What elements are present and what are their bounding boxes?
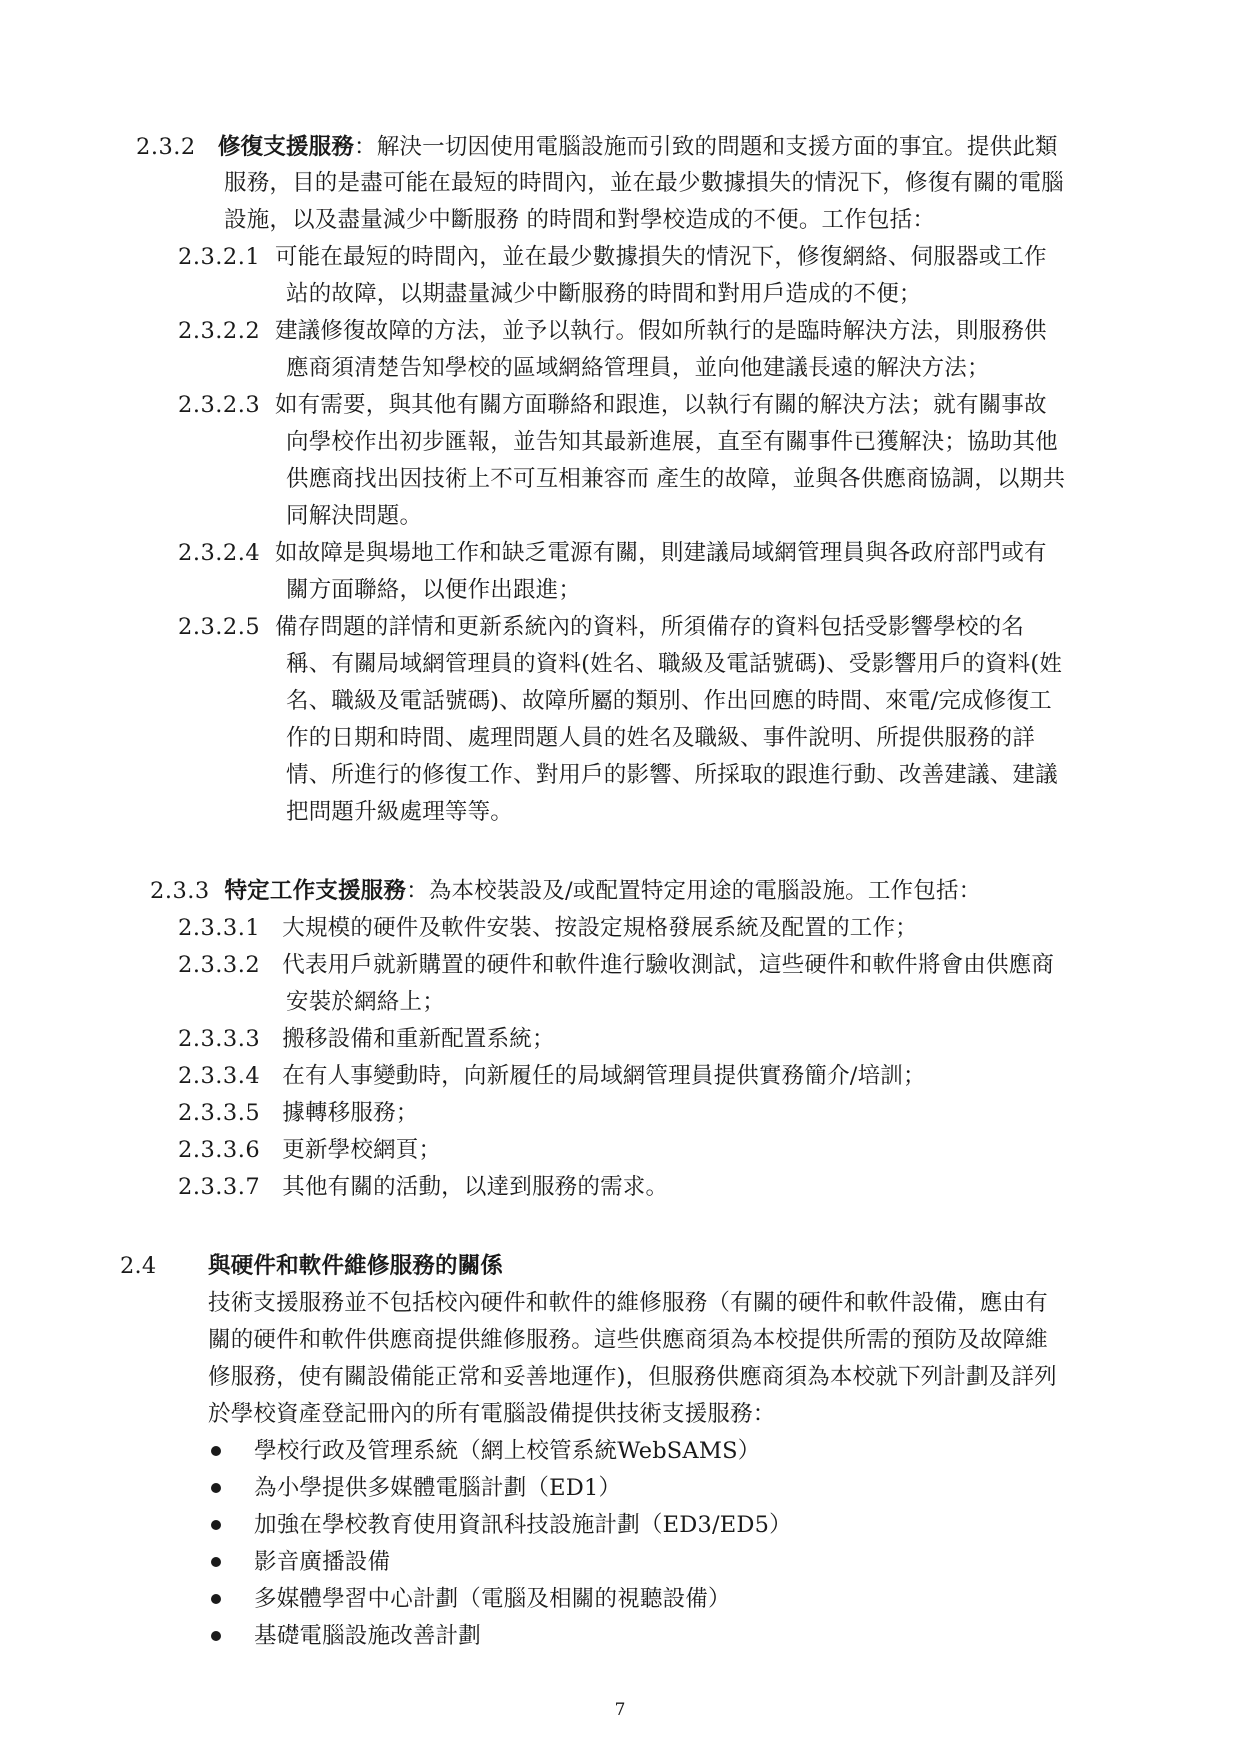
bullet-item: 多媒體學習中心計劃（電腦及相關的視聽設備）	[254, 1586, 731, 1612]
section-title: 特定工作支援服務	[224, 878, 407, 904]
item-text-line: 關方面聯絡，以便作出跟進；	[286, 577, 582, 603]
bullet-item: 基礎電腦設施改善計劃	[254, 1623, 482, 1649]
item-number: 2.3.3.5	[178, 1100, 261, 1126]
item-text-line: 作的日期和時間、處理問題人員的姓名及職級、事件說明、所提供服務的詳	[286, 725, 1036, 751]
section-title: 修復支援服務	[217, 134, 355, 160]
item-number: 2.3.3.1	[178, 915, 261, 941]
section-number: 2.3.2	[136, 134, 196, 160]
item-text: 如有需要，與其他有關方面聯絡和跟進，以執行有關的解決方法；就有關事故	[274, 392, 1047, 418]
subitem-2-3-2-4	[178, 542, 1047, 565]
item-text-line: 同解決問題。	[286, 503, 423, 529]
subitem-2-3-3-5	[178, 1102, 418, 1125]
subitem-2-3-2-1	[178, 246, 1047, 269]
subitem-2-3-2-3	[178, 394, 1047, 417]
item-text: 更新學校網頁；	[282, 1137, 442, 1163]
item-text: 如故障是與場地工作和缺乏電源有關，則建議局域網管理員與各政府部門或有	[274, 540, 1047, 566]
item-text-line: 向學校作出初步匯報，並告知其最新進展，直至有關事件已獲解決；協助其他	[286, 429, 1058, 455]
item-text-line: 稱、有關局域網管理員的資料(姓名、職級及電話號碼)、受影響用戶的資料(姓	[286, 651, 1063, 677]
item-text-line: 供應商找出因技術上不可互相兼容而 產生的故障，並與各供應商協調，以期共	[286, 466, 1066, 492]
section-text: ：為本校裝設及/或配置特定用途的電腦設施。工作包括：	[406, 878, 982, 904]
section-2-3-3-heading	[150, 880, 981, 903]
bullet-icon	[211, 1483, 221, 1493]
item-text: 代表用戶就新購置的硬件和軟件進行驗收測試，這些硬件和軟件將會由供應商	[282, 952, 1055, 978]
subitem-2-3-2-5	[178, 616, 1024, 639]
bullet-item: 加強在學校教育使用資訊科技設施計劃（ED3/ED5）	[254, 1512, 792, 1538]
subitem-2-3-3-3	[178, 1028, 555, 1051]
item-text-line: 把問題升級處理等等。	[286, 799, 514, 825]
bullet-icon	[211, 1594, 221, 1604]
item-text: 其他有關的活動，以達到服務的需求。	[282, 1174, 669, 1200]
page-number: 7	[614, 1700, 626, 1720]
item-text: 據轉移服務；	[282, 1100, 419, 1126]
item-number: 2.3.2.4	[178, 540, 261, 566]
item-text: 搬移設備和重新配置系統；	[282, 1026, 555, 1052]
subitem-2-3-3-2	[178, 954, 1054, 977]
item-text-line: 站的故障，以期盡量減少中斷服務的時間和對用戶造成的不便；	[286, 281, 922, 307]
item-number: 2.3.3.2	[178, 952, 261, 978]
subitem-2-3-3-7	[178, 1176, 668, 1199]
bullet-icon	[211, 1520, 221, 1530]
item-number: 2.3.3.6	[178, 1137, 261, 1163]
item-number: 2.3.2.2	[178, 318, 261, 344]
paragraph-line: 修服務，使有關設備能正常和妥善地運作)，但服務供應商須為本校就下列計劃及詳列	[208, 1364, 1057, 1390]
item-number: 2.3.2.1	[178, 244, 261, 270]
paragraph-line: 關的硬件和軟件供應商提供維修服務。這些供應商須為本校提供所需的預防及故障維	[208, 1327, 1048, 1353]
bullet-item: 影音廣播設備	[254, 1549, 391, 1575]
section-text: ：解決一切因使用電腦設施而引致的問題和支援方面的事宜。提供此類	[354, 134, 1058, 160]
subitem-2-3-3-4	[178, 1065, 926, 1088]
item-text: 大規模的硬件及軟件安裝、按設定規格發展系統及配置的工作；	[282, 915, 918, 941]
item-text-line: 安裝於網絡上；	[286, 989, 445, 1015]
item-text: 備存問題的詳情和更新系統內的資料，所須備存的資料包括受影響學校的名	[274, 614, 1025, 640]
paragraph-line: 於學校資產登記冊內的所有電腦設備提供技術支援服務：	[208, 1401, 776, 1427]
item-number: 2.3.3.7	[178, 1174, 261, 1200]
bullet-item: 學校行政及管理系統（網上校管系統WebSAMS）	[254, 1438, 761, 1464]
item-text-line: 名、職級及電話號碼)、故障所屬的類別、作出回應的時間、來電/完成修復工	[286, 688, 1052, 714]
item-text: 建議修復故障的方法，並予以執行。假如所執行的是臨時解決方法，則服務供	[274, 318, 1047, 344]
bullet-icon	[211, 1557, 221, 1567]
item-text-line: 應商須清楚告知學校的區域網絡管理員，並向他建議長遠的解決方法；	[286, 355, 990, 381]
item-text: 可能在最短的時間內，並在最少數據損失的情況下，修復網絡、伺服器或工作	[274, 244, 1047, 270]
item-number: 2.3.3.3	[178, 1026, 261, 1052]
item-text: 在有人事變動時，向新履任的局域網管理員提供實務簡介/培訓；	[282, 1063, 926, 1089]
section-text-line: 服務，目的是盡可能在最短的時間內，並在最少數據損失的情況下，修復有關的電腦	[224, 170, 1064, 196]
bullet-icon	[211, 1631, 221, 1641]
subitem-2-3-3-6	[178, 1139, 441, 1162]
section-number: 2.3.3	[150, 878, 210, 904]
bullet-icon	[211, 1446, 221, 1456]
paragraph-line: 技術支援服務並不包括校內硬件和軟件的維修服務（有關的硬件和軟件設備，應由有	[208, 1290, 1048, 1316]
section-text-line: 設施，以及盡量減少中斷服務 的時間和對學校造成的不便。工作包括：	[224, 207, 936, 233]
subitem-2-3-3-1	[178, 917, 918, 940]
bullet-item: 為小學提供多媒體電腦計劃（ED1）	[254, 1475, 622, 1501]
section-2-3-2-heading	[136, 136, 1058, 159]
subitem-2-3-2-2	[178, 320, 1047, 343]
item-number: 2.3.2.5	[178, 614, 261, 640]
item-number: 2.3.3.4	[178, 1063, 261, 1089]
section-2-4-number: 2.4	[120, 1253, 157, 1279]
item-number: 2.3.2.3	[178, 392, 261, 418]
item-text-line: 情、所進行的修復工作、對用戶的影響、所採取的跟進行動、改善建議、建議	[286, 762, 1058, 788]
section-2-4-title: 與硬件和軟件維修服務的關係	[208, 1253, 504, 1279]
